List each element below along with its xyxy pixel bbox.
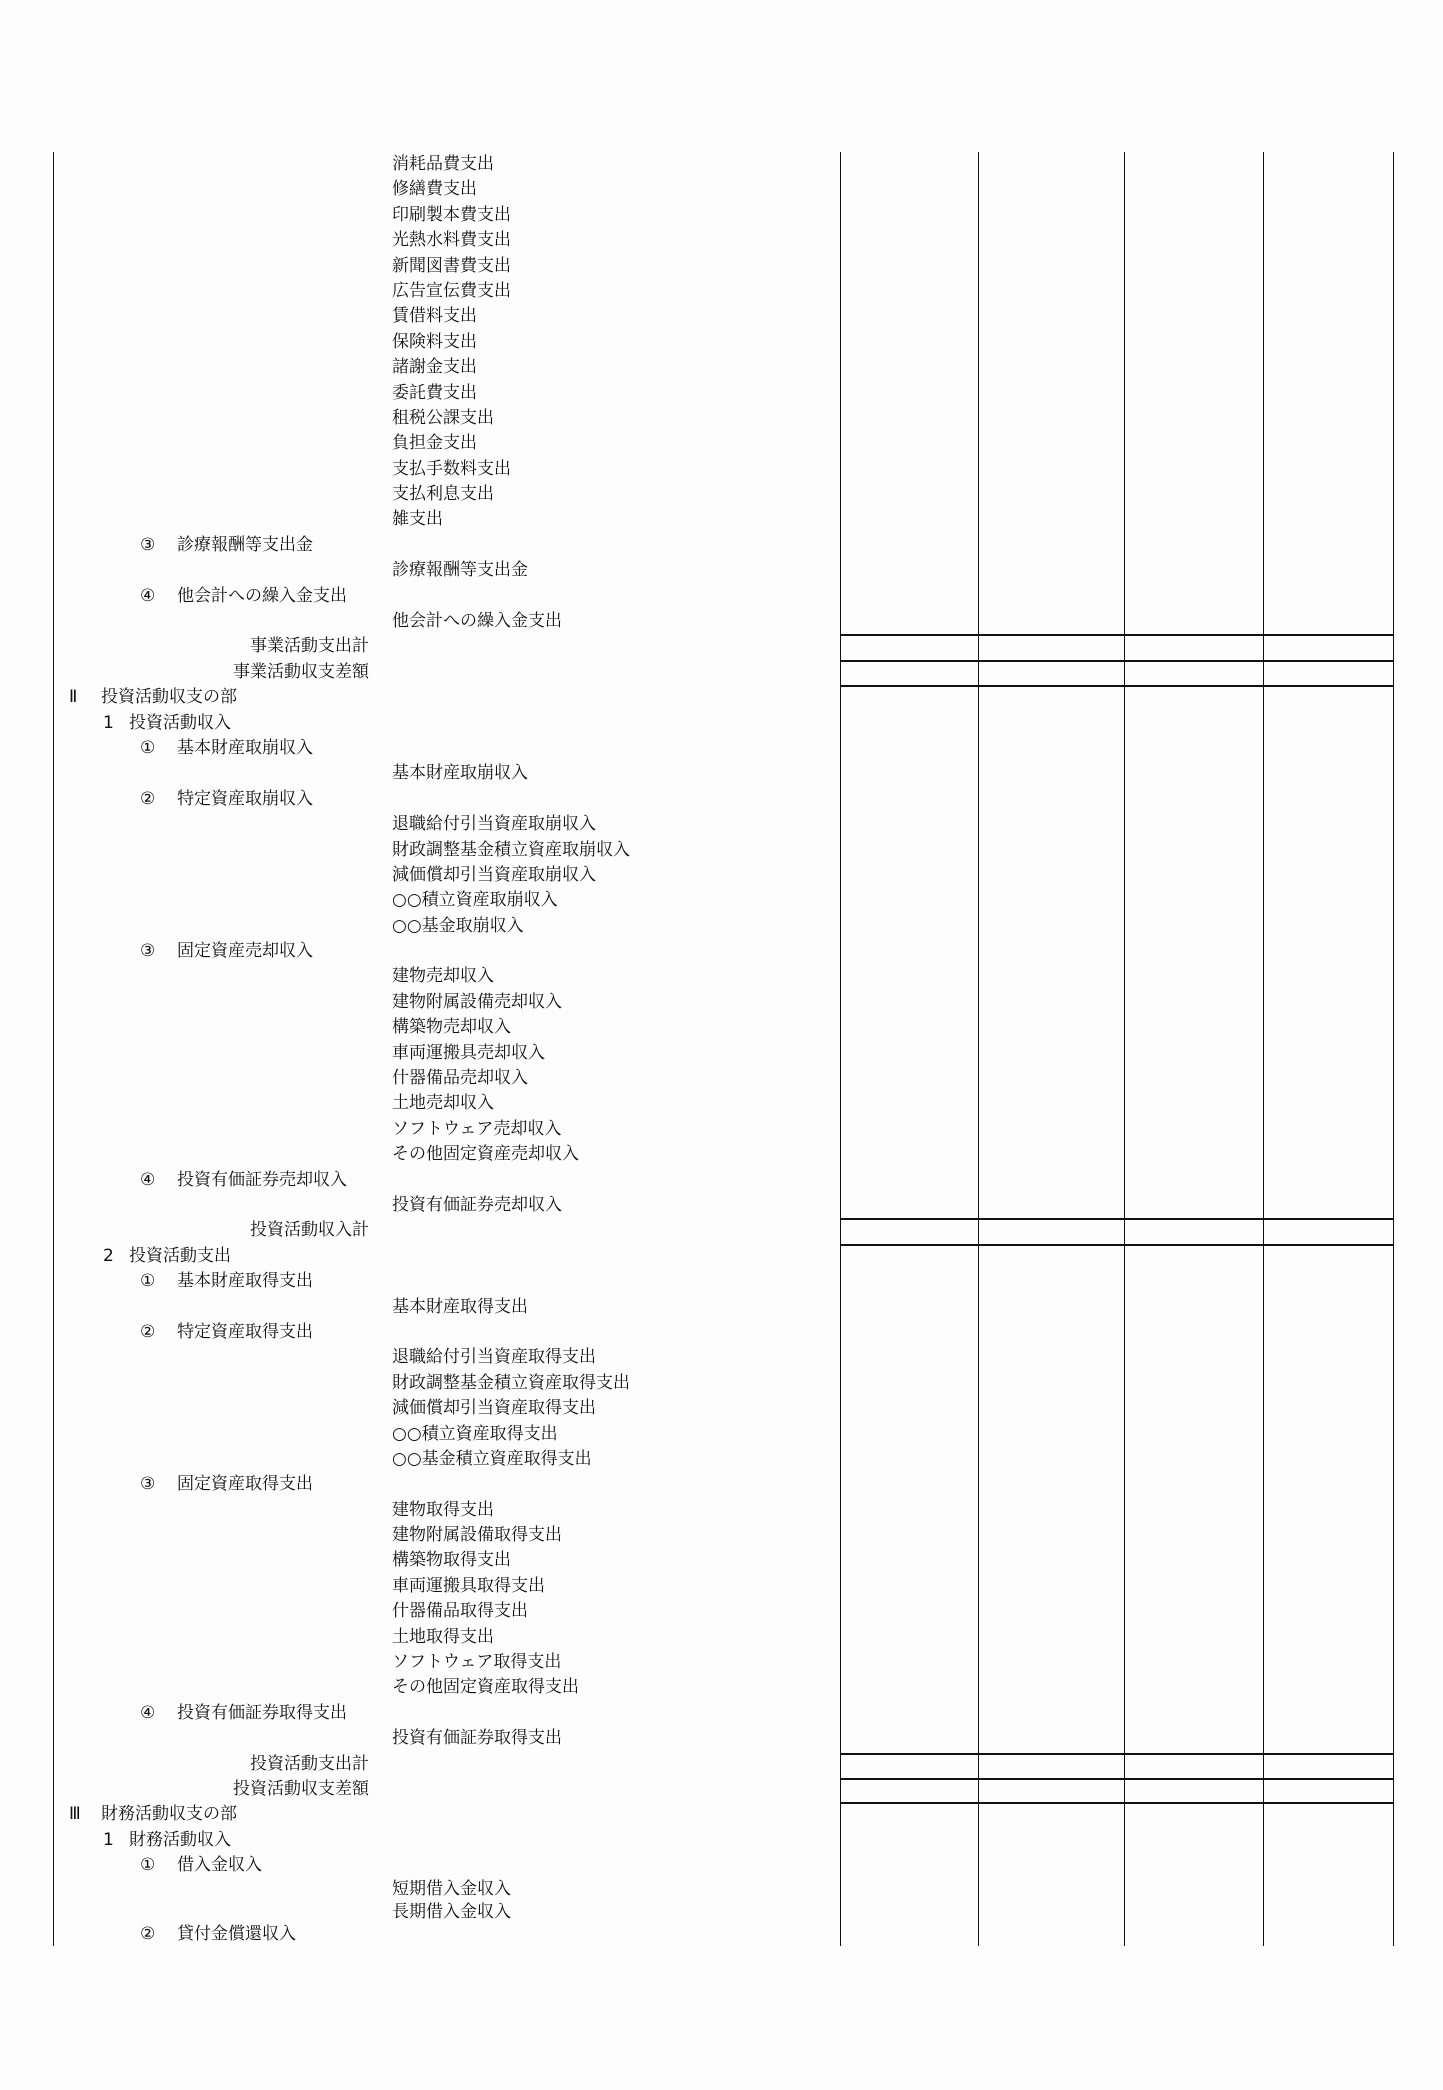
account-item: 保険料支出: [392, 332, 477, 352]
category-heading: 他会計への繰入金支出: [177, 586, 347, 606]
item-number: ①: [140, 1271, 156, 1291]
account-item: 光熱水料費支出: [392, 230, 511, 250]
account-item: 建物附属設備売却収入: [392, 992, 562, 1012]
account-item: 減価償却引当資産取崩収入: [392, 865, 596, 885]
subtotal-label: 投資活動収支差額: [233, 1779, 369, 1799]
account-item: その他固定資産取得支出: [392, 1677, 579, 1697]
account-item: 短期借入金収入: [392, 1879, 511, 1899]
total-row-line: [840, 1753, 1394, 1755]
account-item: 構築物取得支出: [392, 1550, 511, 1570]
category-heading: 投資活動収支の部: [101, 687, 237, 707]
account-item: 財政調整基金積立資産取得支出: [392, 1373, 630, 1393]
category-heading: 投資活動支出: [129, 1246, 231, 1266]
item-number: ④: [140, 1170, 156, 1190]
category-heading: 特定資産取崩収入: [177, 789, 313, 809]
subtotal-label: 事業活動収支差額: [233, 662, 369, 682]
account-item: 什器備品取得支出: [392, 1601, 528, 1621]
category-heading: 基本財産取得支出: [177, 1271, 313, 1291]
account-item: ○○積立資産取崩収入: [392, 890, 558, 910]
column-line: [978, 152, 979, 1946]
account-item: 投資有価証券売却収入: [392, 1195, 562, 1215]
item-number: ④: [140, 586, 156, 606]
account-item: 消耗品費支出: [392, 154, 494, 174]
account-item: 建物附属設備取得支出: [392, 1525, 562, 1545]
total-row-line: [840, 1802, 1394, 1804]
account-item: その他固定資産売却収入: [392, 1144, 579, 1164]
category-heading: 診療報酬等支出金: [177, 535, 313, 555]
account-item: 修繕費支出: [392, 179, 477, 199]
account-item: ○○基金積立資産取得支出: [392, 1449, 592, 1469]
category-heading: 財務活動収入: [129, 1830, 231, 1850]
account-item: 支払利息支出: [392, 484, 494, 504]
total-row-line: [840, 634, 1394, 636]
account-item: ○○基金取崩収入: [392, 916, 524, 936]
total-row-line: [840, 1218, 1394, 1220]
item-number: ②: [140, 1924, 156, 1944]
account-item: 基本財産取崩収入: [392, 763, 528, 783]
account-item: 什器備品売却収入: [392, 1068, 528, 1088]
account-item: ソフトウェア取得支出: [392, 1652, 562, 1672]
subtotal-label: 投資活動収入計: [250, 1220, 369, 1240]
account-item: 減価償却引当資産取得支出: [392, 1398, 596, 1418]
item-number: Ⅱ: [69, 687, 78, 707]
account-item: 構築物売却収入: [392, 1017, 511, 1037]
category-heading: 借入金収入: [177, 1855, 262, 1875]
category-heading: 財務活動収支の部: [101, 1804, 237, 1824]
account-item: 租税公課支出: [392, 408, 494, 428]
item-number: ②: [140, 789, 156, 809]
account-item: 投資有価証券取得支出: [392, 1728, 562, 1748]
account-item: 退職給付引当資産取得支出: [392, 1347, 596, 1367]
item-number: ①: [140, 1855, 156, 1875]
category-heading: 投資有価証券売却収入: [177, 1170, 347, 1190]
item-number: ③: [140, 941, 156, 961]
item-number: ③: [140, 535, 156, 555]
item-number: 2: [103, 1246, 114, 1266]
category-heading: 特定資産取得支出: [177, 1322, 313, 1342]
item-number: ④: [140, 1703, 156, 1723]
account-item: 土地売却収入: [392, 1093, 494, 1113]
category-heading: 投資有価証券取得支出: [177, 1703, 347, 1723]
account-item: 雑支出: [392, 509, 443, 529]
category-heading: 固定資産取得支出: [177, 1474, 313, 1494]
column-line: [1124, 152, 1125, 1946]
category-heading: 貸付金償還収入: [177, 1924, 296, 1944]
account-item: 新聞図書費支出: [392, 256, 511, 276]
account-item: 土地取得支出: [392, 1627, 494, 1647]
column-line: [840, 152, 841, 1946]
account-item: 車両運搬具売却収入: [392, 1043, 545, 1063]
account-item: 建物取得支出: [392, 1500, 494, 1520]
item-number: ①: [140, 738, 156, 758]
category-heading: 投資活動収入: [129, 713, 231, 733]
total-row-line: [840, 685, 1394, 687]
item-number: ③: [140, 1474, 156, 1494]
account-item: ソフトウェア売却収入: [392, 1119, 562, 1139]
item-number: 1: [103, 713, 114, 733]
account-item: 委託費支出: [392, 383, 477, 403]
column-line: [1263, 152, 1264, 1946]
item-number: Ⅲ: [69, 1804, 81, 1824]
account-item: 診療報酬等支出金: [392, 560, 528, 580]
item-number: 1: [103, 1830, 114, 1850]
account-item: 退職給付引当資産取崩収入: [392, 814, 596, 834]
subtotal-label: 事業活動支出計: [250, 636, 369, 656]
account-item: 広告宣伝費支出: [392, 281, 511, 301]
account-item: 賃借料支出: [392, 306, 477, 326]
account-item: 車両運搬具取得支出: [392, 1576, 545, 1596]
item-number: ②: [140, 1322, 156, 1342]
total-row-line: [840, 1778, 1394, 1780]
account-item: 他会計への繰入金支出: [392, 611, 562, 631]
total-row-line: [840, 1244, 1394, 1246]
category-heading: 基本財産取崩収入: [177, 738, 313, 758]
subtotal-label: 投資活動支出計: [250, 1754, 369, 1774]
account-item: 負担金支出: [392, 433, 477, 453]
account-item: 諸謝金支出: [392, 357, 477, 377]
account-item: 財政調整基金積立資産取崩収入: [392, 840, 630, 860]
category-heading: 固定資産売却収入: [177, 941, 313, 961]
total-row-line: [840, 660, 1394, 662]
account-item: 建物売却収入: [392, 966, 494, 986]
left-border: [53, 152, 54, 1946]
column-line: [1393, 152, 1394, 1946]
account-item: ○○積立資産取得支出: [392, 1424, 558, 1444]
account-item: 長期借入金収入: [392, 1902, 511, 1922]
account-item: 基本財産取得支出: [392, 1297, 528, 1317]
account-item: 支払手数料支出: [392, 459, 511, 479]
account-item: 印刷製本費支出: [392, 205, 511, 225]
